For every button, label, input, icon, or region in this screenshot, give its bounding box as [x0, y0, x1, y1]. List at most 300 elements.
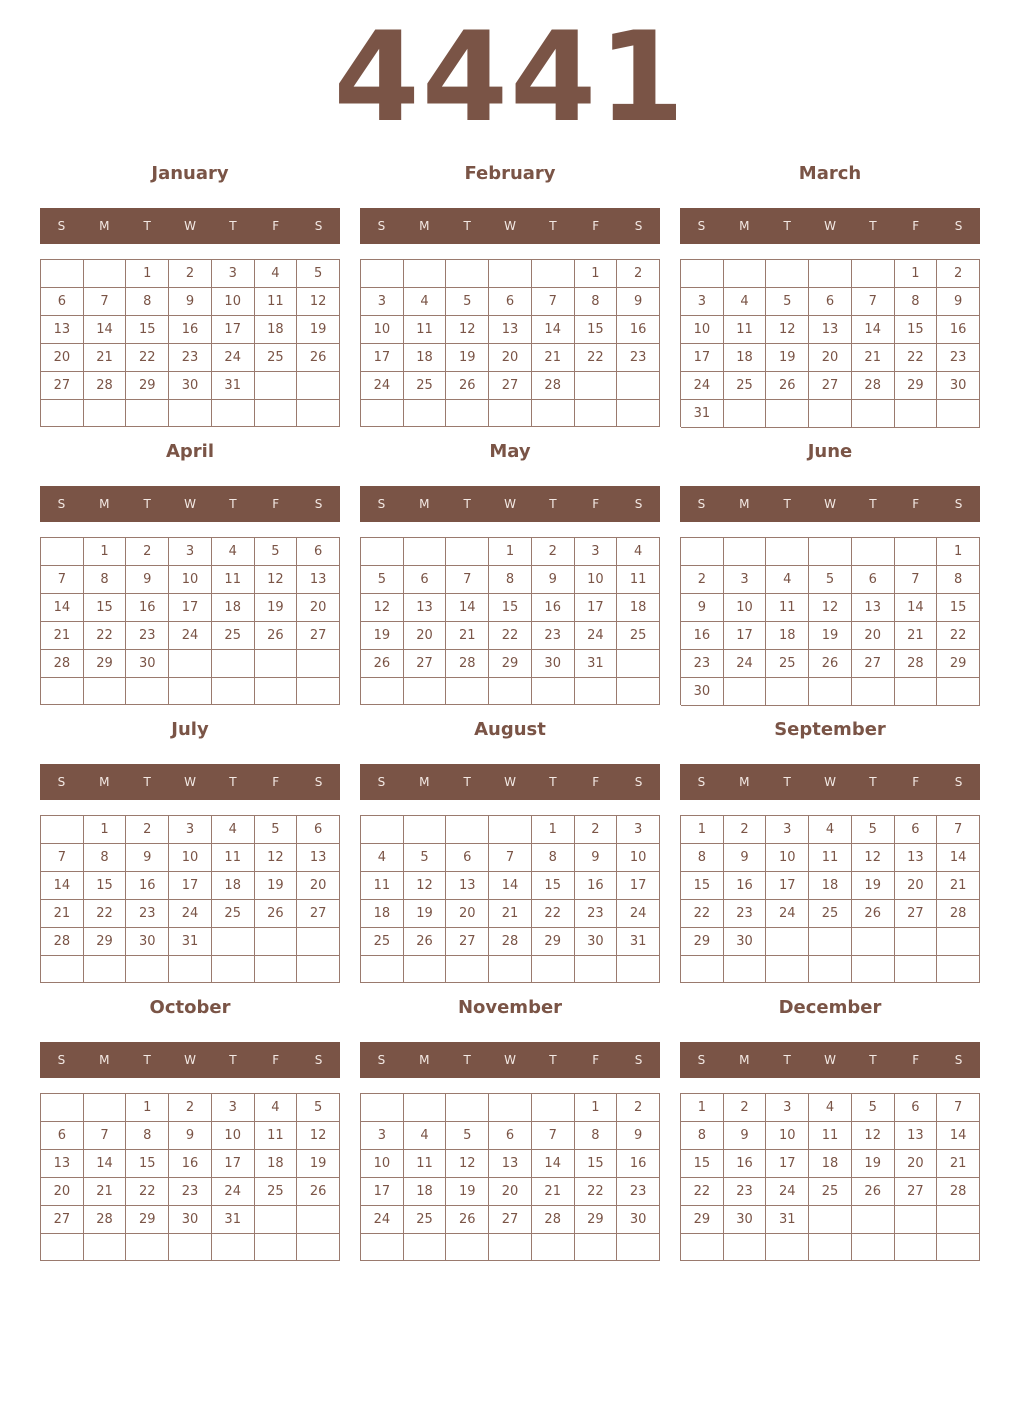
day-cell: 4 [617, 538, 660, 566]
empty-day-cell [126, 956, 169, 983]
day-cell: 13 [852, 594, 895, 622]
day-cell: 21 [41, 900, 84, 928]
weekday-header [40, 764, 340, 800]
day-cell: 20 [41, 344, 84, 372]
day-grid [40, 537, 340, 705]
empty-day-cell [361, 816, 404, 844]
month-march [680, 158, 980, 436]
weekday-label: S [954, 219, 963, 233]
day-cell: 16 [617, 1150, 660, 1178]
day-cell: 2 [575, 816, 618, 844]
day-cell: 12 [446, 1150, 489, 1178]
day-cell: 7 [41, 844, 84, 872]
month-name: January [151, 163, 229, 184]
day-cell: 18 [404, 1178, 447, 1206]
day-cell: 3 [169, 816, 212, 844]
day-cell: 10 [724, 594, 767, 622]
empty-day-cell [937, 928, 980, 956]
empty-day-cell [681, 1234, 724, 1261]
day-cell: 12 [809, 594, 852, 622]
day-cell: 2 [169, 260, 212, 288]
empty-day-cell [212, 650, 255, 678]
weekday-label: S [634, 775, 643, 789]
weekday-label: S [377, 219, 386, 233]
weekday-label: F [592, 497, 600, 511]
empty-day-cell [404, 816, 447, 844]
day-cell: 22 [575, 1178, 618, 1206]
day-cell: 19 [361, 622, 404, 650]
empty-day-cell [255, 1234, 298, 1261]
weekday-label: T [869, 1053, 877, 1067]
day-cell: 24 [681, 372, 724, 400]
day-cell: 1 [895, 260, 938, 288]
empty-day-cell [766, 400, 809, 428]
weekday-label: F [912, 1053, 920, 1067]
weekday-label: S [634, 219, 643, 233]
empty-day-cell [766, 538, 809, 566]
day-cell: 19 [766, 344, 809, 372]
day-cell: 19 [297, 316, 340, 344]
empty-day-cell [809, 538, 852, 566]
month-october [40, 992, 340, 1270]
weekday-header [680, 486, 980, 522]
day-cell: 18 [212, 872, 255, 900]
day-cell: 16 [126, 872, 169, 900]
day-cell: 27 [895, 1178, 938, 1206]
day-cell: 6 [41, 288, 84, 316]
day-cell: 27 [489, 1206, 532, 1234]
weekday-label: M [99, 219, 110, 233]
weekday-label: S [697, 219, 706, 233]
day-cell: 30 [169, 372, 212, 400]
day-cell: 18 [809, 1150, 852, 1178]
empty-day-cell [489, 1234, 532, 1261]
day-cell: 22 [126, 1178, 169, 1206]
day-cell: 20 [489, 344, 532, 372]
day-cell: 6 [489, 1122, 532, 1150]
day-cell: 5 [446, 1122, 489, 1150]
empty-day-cell [361, 956, 404, 983]
day-cell: 25 [766, 650, 809, 678]
day-cell: 14 [937, 844, 980, 872]
day-cell: 5 [852, 1094, 895, 1122]
empty-day-cell [809, 1234, 852, 1261]
empty-day-cell [532, 400, 575, 427]
day-cell: 19 [255, 872, 298, 900]
day-cell: 13 [895, 844, 938, 872]
empty-day-cell [297, 956, 340, 983]
empty-day-cell [937, 678, 980, 706]
empty-day-cell [41, 956, 84, 983]
day-cell: 12 [361, 594, 404, 622]
day-cell: 16 [169, 316, 212, 344]
day-cell: 29 [895, 372, 938, 400]
empty-day-cell [852, 1206, 895, 1234]
month-september [680, 714, 980, 992]
empty-day-cell [297, 400, 340, 427]
empty-day-cell [255, 400, 298, 427]
day-grid [360, 1093, 660, 1261]
day-cell: 3 [169, 538, 212, 566]
day-cell: 17 [617, 872, 660, 900]
day-cell: 11 [361, 872, 404, 900]
day-cell: 16 [937, 316, 980, 344]
empty-day-cell [84, 1234, 127, 1261]
weekday-label: S [57, 497, 66, 511]
day-cell: 6 [404, 566, 447, 594]
day-cell: 11 [766, 594, 809, 622]
day-cell: 13 [404, 594, 447, 622]
day-cell: 29 [937, 650, 980, 678]
weekday-label: M [99, 775, 110, 789]
day-cell: 30 [575, 928, 618, 956]
day-cell: 26 [766, 372, 809, 400]
day-cell: 7 [895, 566, 938, 594]
day-cell: 9 [532, 566, 575, 594]
day-cell: 12 [446, 316, 489, 344]
day-cell: 21 [937, 872, 980, 900]
empty-day-cell [766, 956, 809, 983]
empty-day-cell [212, 956, 255, 983]
empty-day-cell [404, 400, 447, 427]
day-cell: 6 [852, 566, 895, 594]
day-cell: 1 [84, 816, 127, 844]
empty-day-cell [532, 1234, 575, 1261]
day-cell: 24 [361, 1206, 404, 1234]
day-cell: 28 [937, 1178, 980, 1206]
empty-day-cell [895, 956, 938, 983]
day-cell: 9 [724, 1122, 767, 1150]
day-cell: 21 [489, 900, 532, 928]
weekday-label: W [184, 219, 196, 233]
empty-day-cell [852, 260, 895, 288]
day-cell: 7 [532, 1122, 575, 1150]
day-cell: 5 [255, 816, 298, 844]
day-cell: 27 [852, 650, 895, 678]
day-cell: 16 [126, 594, 169, 622]
day-cell: 17 [681, 344, 724, 372]
day-cell: 13 [489, 1150, 532, 1178]
day-cell: 16 [532, 594, 575, 622]
day-cell: 9 [681, 594, 724, 622]
weekday-label: W [824, 1053, 836, 1067]
day-cell: 21 [84, 1178, 127, 1206]
day-cell: 10 [766, 844, 809, 872]
day-cell: 29 [681, 928, 724, 956]
empty-day-cell [297, 372, 340, 400]
day-cell: 25 [255, 1178, 298, 1206]
day-cell: 24 [212, 1178, 255, 1206]
day-cell: 11 [617, 566, 660, 594]
day-cell: 12 [297, 1122, 340, 1150]
weekday-label: W [184, 775, 196, 789]
empty-day-cell [446, 1094, 489, 1122]
day-cell: 31 [212, 372, 255, 400]
day-cell: 5 [297, 260, 340, 288]
day-cell: 17 [361, 1178, 404, 1206]
empty-day-cell [724, 400, 767, 428]
empty-day-cell [255, 678, 298, 705]
day-cell: 9 [126, 844, 169, 872]
day-cell: 25 [404, 372, 447, 400]
day-cell: 6 [895, 816, 938, 844]
empty-day-cell [575, 1234, 618, 1261]
empty-day-cell [766, 1234, 809, 1261]
day-cell: 22 [126, 344, 169, 372]
day-cell: 16 [617, 316, 660, 344]
weekday-label: F [592, 219, 600, 233]
day-cell: 21 [937, 1150, 980, 1178]
empty-day-cell [575, 372, 618, 400]
day-cell: 18 [361, 900, 404, 928]
empty-day-cell [895, 1234, 938, 1261]
day-cell: 2 [937, 260, 980, 288]
day-cell: 13 [41, 1150, 84, 1178]
day-cell: 20 [297, 594, 340, 622]
day-cell: 27 [41, 372, 84, 400]
empty-day-cell [766, 678, 809, 706]
empty-day-cell [126, 400, 169, 427]
weekday-header [40, 208, 340, 244]
day-cell: 30 [724, 928, 767, 956]
empty-day-cell [41, 816, 84, 844]
day-cell: 25 [212, 622, 255, 650]
weekday-label: S [634, 497, 643, 511]
day-cell: 3 [766, 1094, 809, 1122]
empty-day-cell [724, 956, 767, 983]
day-cell: 15 [532, 872, 575, 900]
month-name: April [165, 441, 215, 462]
empty-day-cell [575, 956, 618, 983]
day-cell: 15 [126, 1150, 169, 1178]
empty-day-cell [361, 260, 404, 288]
day-cell: 14 [532, 316, 575, 344]
day-cell: 9 [937, 288, 980, 316]
day-cell: 3 [575, 538, 618, 566]
empty-day-cell [446, 1234, 489, 1261]
empty-day-cell [255, 372, 298, 400]
day-cell: 17 [724, 622, 767, 650]
day-cell: 10 [617, 844, 660, 872]
day-cell: 14 [489, 872, 532, 900]
weekday-label: T [463, 775, 471, 789]
day-cell: 7 [937, 1094, 980, 1122]
day-cell: 26 [404, 928, 447, 956]
day-cell: 10 [212, 288, 255, 316]
day-cell: 11 [255, 288, 298, 316]
empty-day-cell [361, 1094, 404, 1122]
empty-day-cell [852, 400, 895, 428]
weekday-label: T [549, 219, 557, 233]
day-cell: 17 [169, 594, 212, 622]
day-cell: 24 [361, 372, 404, 400]
day-cell: 22 [489, 622, 532, 650]
day-cell: 3 [212, 1094, 255, 1122]
day-cell: 10 [361, 316, 404, 344]
weekday-label: S [954, 497, 963, 511]
day-cell: 24 [169, 900, 212, 928]
day-grid [680, 1093, 980, 1261]
weekday-label: F [912, 775, 920, 789]
day-cell: 18 [255, 316, 298, 344]
day-cell: 2 [126, 538, 169, 566]
weekday-label: W [824, 775, 836, 789]
day-cell: 23 [126, 900, 169, 928]
day-cell: 6 [41, 1122, 84, 1150]
day-cell: 22 [84, 900, 127, 928]
empty-day-cell [532, 1094, 575, 1122]
day-cell: 23 [575, 900, 618, 928]
day-cell: 14 [41, 872, 84, 900]
day-cell: 14 [84, 316, 127, 344]
day-cell: 25 [361, 928, 404, 956]
day-grid [360, 259, 660, 427]
day-cell: 26 [852, 1178, 895, 1206]
month-name: October [149, 997, 231, 1018]
day-cell: 9 [169, 288, 212, 316]
day-cell: 21 [532, 1178, 575, 1206]
weekday-label: S [697, 497, 706, 511]
empty-day-cell [446, 400, 489, 427]
weekday-label: T [463, 219, 471, 233]
day-cell: 17 [212, 316, 255, 344]
day-cell: 4 [212, 816, 255, 844]
day-cell: 5 [361, 566, 404, 594]
day-cell: 2 [617, 260, 660, 288]
empty-day-cell [809, 1206, 852, 1234]
empty-day-cell [489, 956, 532, 983]
empty-day-cell [766, 928, 809, 956]
empty-day-cell [895, 928, 938, 956]
month-april [40, 436, 340, 714]
weekday-label: S [57, 1053, 66, 1067]
weekday-label: T [143, 775, 151, 789]
day-cell: 22 [84, 622, 127, 650]
day-cell: 26 [297, 344, 340, 372]
day-cell: 13 [41, 316, 84, 344]
weekday-label: T [143, 219, 151, 233]
day-cell: 25 [255, 344, 298, 372]
day-cell: 31 [681, 400, 724, 428]
empty-day-cell [617, 650, 660, 678]
empty-day-cell [617, 678, 660, 705]
day-cell: 17 [169, 872, 212, 900]
empty-day-cell [361, 400, 404, 427]
empty-day-cell [404, 956, 447, 983]
month-february [360, 158, 660, 436]
empty-day-cell [169, 1234, 212, 1261]
weekday-label: T [463, 1053, 471, 1067]
day-cell: 20 [895, 1150, 938, 1178]
day-cell: 3 [681, 288, 724, 316]
day-cell: 5 [766, 288, 809, 316]
day-cell: 14 [895, 594, 938, 622]
day-cell: 8 [532, 844, 575, 872]
empty-day-cell [532, 956, 575, 983]
weekday-label: S [954, 775, 963, 789]
day-cell: 25 [809, 900, 852, 928]
day-cell: 8 [575, 1122, 618, 1150]
day-cell: 11 [809, 844, 852, 872]
weekday-label: S [634, 1053, 643, 1067]
day-cell: 25 [724, 372, 767, 400]
empty-day-cell [489, 400, 532, 427]
day-cell: 4 [809, 816, 852, 844]
day-cell: 29 [84, 650, 127, 678]
day-grid [360, 537, 660, 705]
empty-day-cell [724, 538, 767, 566]
day-cell: 3 [766, 816, 809, 844]
day-cell: 29 [84, 928, 127, 956]
day-cell: 15 [937, 594, 980, 622]
day-cell: 24 [766, 900, 809, 928]
day-cell: 30 [724, 1206, 767, 1234]
day-cell: 24 [617, 900, 660, 928]
empty-day-cell [766, 260, 809, 288]
day-cell: 6 [297, 816, 340, 844]
empty-day-cell [575, 678, 618, 705]
day-cell: 2 [617, 1094, 660, 1122]
day-cell: 26 [446, 1206, 489, 1234]
weekday-label: T [869, 219, 877, 233]
weekday-label: T [229, 1053, 237, 1067]
empty-day-cell [84, 956, 127, 983]
weekday-label: M [419, 497, 430, 511]
empty-day-cell [41, 260, 84, 288]
day-cell: 24 [169, 622, 212, 650]
day-cell: 22 [681, 900, 724, 928]
day-cell: 28 [532, 1206, 575, 1234]
weekday-header [40, 486, 340, 522]
day-cell: 10 [361, 1150, 404, 1178]
month-may [360, 436, 660, 714]
weekday-label: M [419, 219, 430, 233]
empty-day-cell [361, 678, 404, 705]
weekday-header [360, 486, 660, 522]
empty-day-cell [681, 538, 724, 566]
day-cell: 15 [575, 1150, 618, 1178]
day-cell: 30 [681, 678, 724, 706]
day-cell: 10 [212, 1122, 255, 1150]
weekday-label: T [549, 1053, 557, 1067]
day-cell: 4 [212, 538, 255, 566]
weekday-label: T [783, 497, 791, 511]
weekday-header [360, 208, 660, 244]
day-cell: 7 [532, 288, 575, 316]
empty-day-cell [937, 1234, 980, 1261]
day-cell: 14 [937, 1122, 980, 1150]
day-cell: 19 [404, 900, 447, 928]
day-cell: 28 [489, 928, 532, 956]
weekday-label: T [549, 775, 557, 789]
year-title: 4441 [333, 6, 687, 150]
weekday-label: S [377, 1053, 386, 1067]
day-cell: 23 [617, 1178, 660, 1206]
day-cell: 12 [297, 288, 340, 316]
day-cell: 4 [361, 844, 404, 872]
day-cell: 2 [126, 816, 169, 844]
empty-day-cell [126, 678, 169, 705]
day-cell: 13 [446, 872, 489, 900]
day-cell: 11 [404, 316, 447, 344]
day-cell: 4 [255, 1094, 298, 1122]
empty-day-cell [446, 956, 489, 983]
day-cell: 10 [766, 1122, 809, 1150]
empty-day-cell [532, 260, 575, 288]
weekday-label: T [783, 775, 791, 789]
empty-day-cell [617, 400, 660, 427]
weekday-header [40, 1042, 340, 1078]
